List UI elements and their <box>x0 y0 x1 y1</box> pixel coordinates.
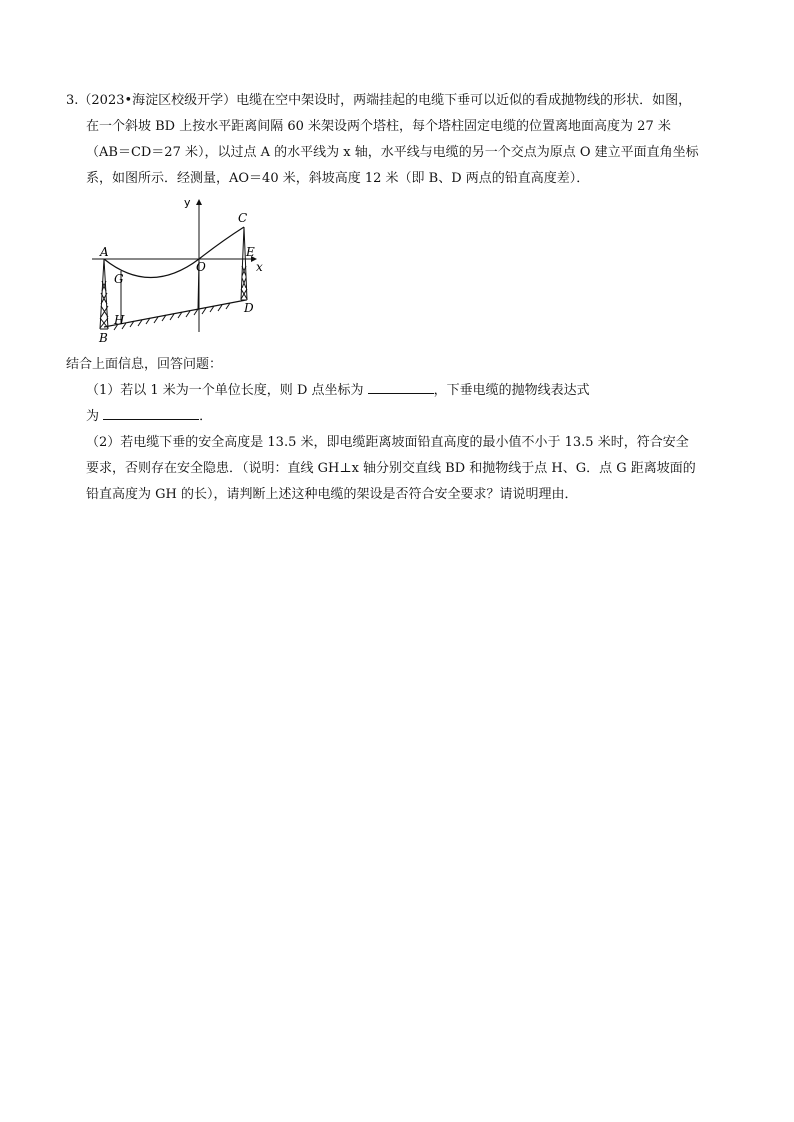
problem-stem-line-3: （AB＝CD＝27 米），以过点 A 的水平线为 x 轴，水平线与电缆的另一个交点为原点 O 建立平面直角坐标 <box>86 145 699 160</box>
problem-source: （2023•海淀区校级开学） <box>78 93 237 108</box>
problem-number: 3. <box>66 93 79 108</box>
q1-text-c: 为 <box>86 409 100 424</box>
label-e: E <box>246 245 255 259</box>
answer-blank-d-coordinate[interactable] <box>368 379 434 394</box>
question-1-line-2 <box>66 404 730 430</box>
answer-prompt: 结合上面信息，回答问题： <box>66 357 223 372</box>
q1-text-a: （1）若以 1 米为一个单位长度，则 D 点坐标为 <box>86 383 364 398</box>
question-2-line-2: 要求，否则存在安全隐患．（说明：直线 GH⊥x 轴分别交直线 BD 和抛物线于点 H、G．点 G 距离坡面的 <box>86 461 696 476</box>
q1-text-end: ． <box>199 409 213 424</box>
label-x: x <box>256 260 263 274</box>
slope-line-bd <box>104 300 246 327</box>
label-h: H <box>114 313 125 327</box>
tower-cd <box>241 227 247 300</box>
problem-3 <box>66 88 730 508</box>
q1-text-b: ，下垂电缆的抛物线表达式 <box>433 383 590 398</box>
question-1-line-1 <box>66 378 730 404</box>
stem-text-1: 电缆在空中架设时，两端挂起的电缆下垂可以近似的看成抛物线的形状．如图， <box>236 93 692 108</box>
label-g: G <box>114 272 124 286</box>
label-d: D <box>244 301 254 315</box>
label-y: y <box>184 196 191 209</box>
answer-blank-parabola[interactable] <box>103 405 199 420</box>
cable-figure <box>88 196 268 346</box>
slope-hatching <box>114 303 230 330</box>
tower-ab <box>100 259 108 329</box>
problem-stem-line-4: 系，如图所示．经测量，AO＝40 米，斜坡高度 12 米（即 B、D 两点的铅直高度差）． <box>86 171 590 186</box>
label-b: B <box>99 331 108 345</box>
question-2-line-3: 铅直高度为 GH 的长），请判断上述这种电缆的架设是否符合安全要求？请说明理由． <box>86 487 578 502</box>
question-2-line-1: （2）若电缆下垂的安全高度是 13.5 米，即电缆距离坡面铅直高度的最小值不小于 13.5 米时，符合安全 <box>86 435 689 450</box>
label-a: A <box>100 245 109 259</box>
cable-diagram-svg <box>88 196 268 346</box>
problem-stem-line-1 <box>66 88 730 114</box>
label-o: O <box>196 260 206 274</box>
problem-stem-line-2: 在一个斜坡 BD 上按水平距离间隔 60 米架设两个塔柱，每个塔柱固定电缆的位置离地面高度为 27 米 <box>86 119 671 134</box>
label-c: C <box>238 211 248 225</box>
cable-parabola <box>104 227 244 278</box>
